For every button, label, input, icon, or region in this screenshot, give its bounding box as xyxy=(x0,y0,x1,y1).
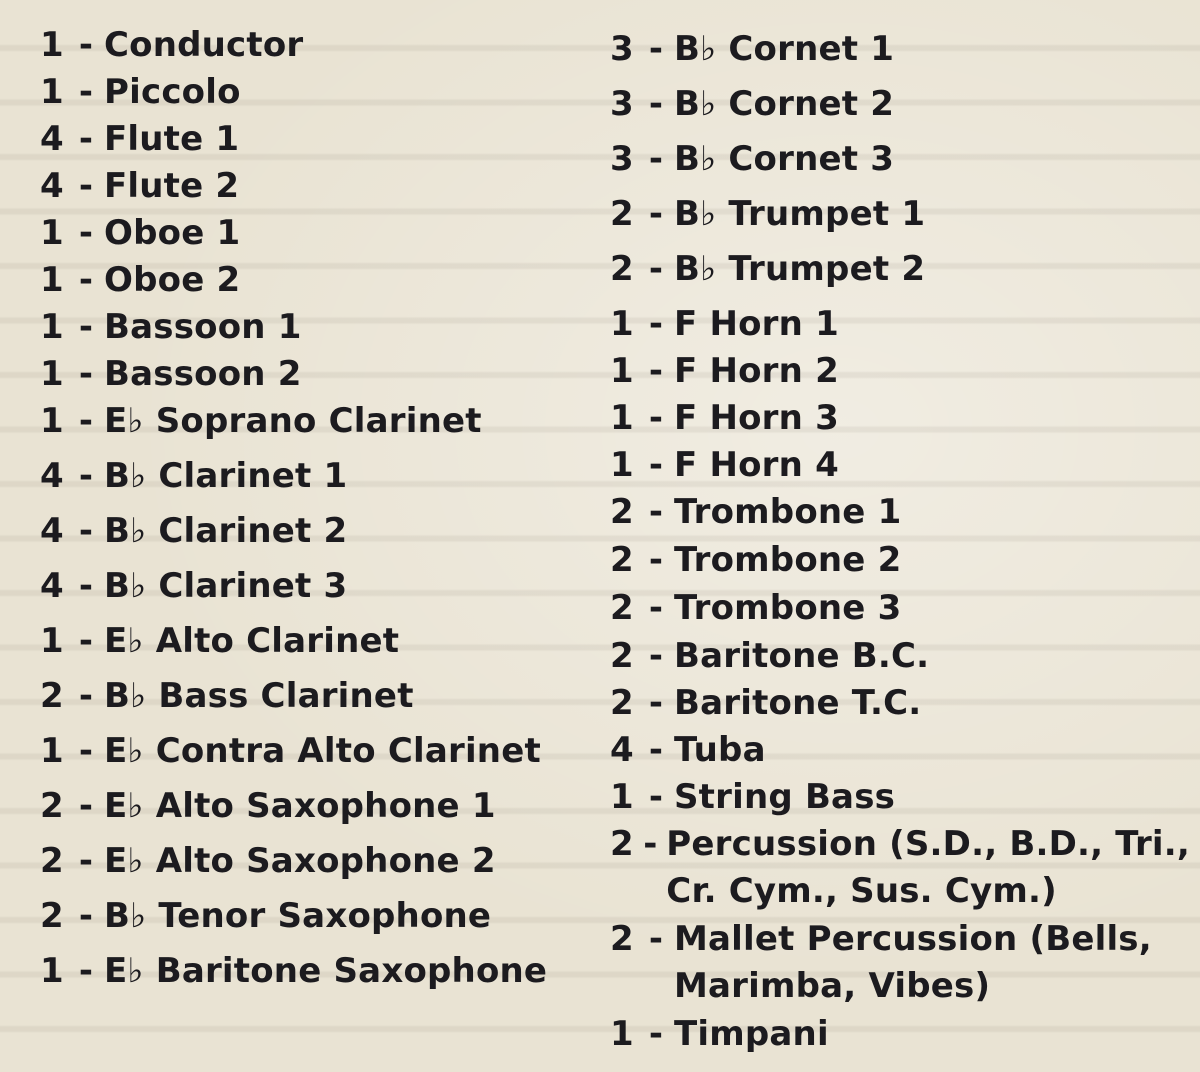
separator-dash: - xyxy=(648,540,664,580)
part-count: 1 xyxy=(40,72,64,112)
part-count: 1 xyxy=(610,445,634,485)
instrument-name-block xyxy=(674,916,1152,1010)
instrument-row xyxy=(610,633,1190,680)
instrument-name: Oboe 2 xyxy=(104,260,241,300)
separator-dash: - xyxy=(648,139,664,179)
instrument-row xyxy=(610,246,1190,301)
instrument-name-block xyxy=(104,257,240,304)
separator-dash: - xyxy=(648,29,664,69)
instrument-name-block xyxy=(674,680,921,727)
instrument-name: B♭ Tenor Saxophone xyxy=(104,896,492,936)
instrument-name: E♭ Alto Saxophone 1 xyxy=(104,786,496,826)
part-count: 2 xyxy=(610,636,634,676)
instrument-row xyxy=(40,351,600,398)
part-count: 1 xyxy=(40,354,64,394)
separator-dash: - xyxy=(78,786,94,826)
instrument-name: String Bass xyxy=(674,777,896,817)
instrument-name-block xyxy=(104,563,347,610)
instrument-row xyxy=(40,398,600,453)
instrument-name-block xyxy=(104,22,303,69)
part-count: 2 xyxy=(610,824,634,864)
instrument-name-block xyxy=(674,191,925,238)
separator-dash: - xyxy=(78,401,94,441)
separator-dash: - xyxy=(78,511,94,551)
instrument-list-left xyxy=(40,22,600,1003)
instrument-name-block xyxy=(104,163,239,210)
instrument-name: Conductor xyxy=(104,25,304,65)
instrument-name: Percussion (S.D., B.D., Tri., xyxy=(666,824,1190,864)
instrument-name-block xyxy=(674,727,766,774)
instrument-name-block xyxy=(104,948,547,995)
instrument-name: B♭ Trumpet 1 xyxy=(674,194,926,234)
instrument-row xyxy=(40,618,600,673)
instrument-name-block xyxy=(104,398,482,445)
instrument-row xyxy=(40,116,600,163)
instrument-row xyxy=(610,821,1190,916)
instrument-row xyxy=(40,673,600,728)
part-count: 1 xyxy=(610,398,634,438)
instrument-name-block xyxy=(674,774,895,821)
instrument-name: Bassoon 2 xyxy=(104,354,302,394)
instrument-name-block xyxy=(104,508,347,555)
instrument-name: Mallet Percussion (Bells, xyxy=(674,919,1152,959)
part-count: 4 xyxy=(40,511,64,551)
part-count: 2 xyxy=(40,786,64,826)
instrument-name: Piccolo xyxy=(104,72,241,112)
instrument-row xyxy=(40,257,600,304)
instrument-name: Trombone 1 xyxy=(674,492,902,532)
instrument-name: Bassoon 1 xyxy=(104,307,302,347)
part-count: 1 xyxy=(40,621,64,661)
instrument-row xyxy=(40,163,600,210)
separator-dash: - xyxy=(78,213,94,253)
separator-dash: - xyxy=(78,621,94,661)
instrument-row xyxy=(610,301,1190,348)
instrument-name-block xyxy=(104,893,491,940)
instrument-row xyxy=(610,585,1190,633)
separator-dash: - xyxy=(648,1014,664,1054)
instrument-name: F Horn 1 xyxy=(674,304,839,344)
instrument-name-block xyxy=(104,838,496,885)
instrument-name: Oboe 1 xyxy=(104,213,241,253)
instrument-row xyxy=(610,489,1190,537)
instrument-row xyxy=(40,838,600,893)
instrument-row xyxy=(40,69,600,116)
part-count: 1 xyxy=(40,951,64,991)
instrument-row xyxy=(610,395,1190,442)
part-count: 2 xyxy=(610,249,634,289)
instrument-name-block xyxy=(674,537,901,584)
instrument-row xyxy=(610,916,1190,1011)
separator-dash: - xyxy=(78,354,94,394)
separator-dash: - xyxy=(643,824,658,864)
part-count: 2 xyxy=(40,841,64,881)
separator-dash: - xyxy=(648,730,664,770)
instrument-name-block xyxy=(104,673,414,720)
part-count: 4 xyxy=(40,456,64,496)
instrument-name: B♭ Clarinet 3 xyxy=(104,566,348,606)
instrument-row xyxy=(40,783,600,838)
instrument-name-continued: Marimba, Vibes) xyxy=(674,966,991,1006)
separator-dash: - xyxy=(78,260,94,300)
instrument-name: Baritone B.C. xyxy=(674,636,930,676)
instrument-row xyxy=(40,22,600,69)
instrument-row xyxy=(610,191,1190,246)
part-count: 4 xyxy=(40,119,64,159)
part-count: 2 xyxy=(610,683,634,723)
part-count: 2 xyxy=(610,588,634,628)
instrument-name-block xyxy=(104,116,239,163)
instrument-name: Baritone T.C. xyxy=(674,683,922,723)
instrument-name-block xyxy=(674,442,839,489)
separator-dash: - xyxy=(648,351,664,391)
instrument-name: F Horn 4 xyxy=(674,445,839,485)
part-count: 1 xyxy=(610,351,634,391)
instrument-name: E♭ Soprano Clarinet xyxy=(104,401,482,441)
instrument-name-block xyxy=(674,81,894,128)
part-count: 3 xyxy=(610,139,634,179)
part-count: 3 xyxy=(610,29,634,69)
instrument-name-block xyxy=(674,585,901,632)
part-count: 2 xyxy=(610,194,634,234)
instrument-name: B♭ Cornet 1 xyxy=(674,29,895,69)
instrument-row xyxy=(40,948,600,1003)
part-count: 1 xyxy=(40,307,64,347)
separator-dash: - xyxy=(648,445,664,485)
separator-dash: - xyxy=(648,84,664,124)
part-count: 1 xyxy=(40,213,64,253)
separator-dash: - xyxy=(648,492,664,532)
separator-dash: - xyxy=(648,919,664,959)
instrument-name-block xyxy=(104,728,541,775)
instrument-name-block xyxy=(104,69,241,116)
part-count: 4 xyxy=(610,730,634,770)
separator-dash: - xyxy=(78,841,94,881)
instrument-row xyxy=(40,453,600,508)
separator-dash: - xyxy=(648,588,664,628)
instrument-name-block xyxy=(674,395,839,442)
instrument-name-block xyxy=(674,489,901,536)
instrument-name: Flute 2 xyxy=(104,166,240,206)
instrument-name: B♭ Cornet 3 xyxy=(674,139,895,179)
separator-dash: - xyxy=(78,896,94,936)
instrument-name: Trombone 3 xyxy=(674,588,902,628)
instrument-name-block xyxy=(104,783,496,830)
separator-dash: - xyxy=(648,777,664,817)
instrument-row xyxy=(610,727,1190,774)
part-count: 2 xyxy=(610,540,634,580)
part-count: 2 xyxy=(40,896,64,936)
instrument-name: B♭ Trumpet 2 xyxy=(674,249,926,289)
instrument-row xyxy=(610,81,1190,136)
part-count: 1 xyxy=(40,401,64,441)
part-count: 1 xyxy=(610,777,634,817)
instrument-row xyxy=(40,210,600,257)
part-count: 4 xyxy=(40,166,64,206)
instrument-name: Tuba xyxy=(674,730,766,770)
separator-dash: - xyxy=(78,566,94,606)
instrument-row xyxy=(610,136,1190,191)
instrument-name-block xyxy=(104,351,302,398)
instrument-name: E♭ Alto Saxophone 2 xyxy=(104,841,496,881)
part-count: 2 xyxy=(40,676,64,716)
instrument-row xyxy=(610,537,1190,585)
instrument-row xyxy=(610,348,1190,395)
instrument-name: E♭ Baritone Saxophone xyxy=(104,951,548,991)
instrument-row xyxy=(40,563,600,618)
part-count: 2 xyxy=(610,492,634,532)
separator-dash: - xyxy=(78,25,94,65)
separator-dash: - xyxy=(648,636,664,676)
separator-dash: - xyxy=(78,72,94,112)
instrument-name-block xyxy=(674,301,839,348)
part-count: 1 xyxy=(610,304,634,344)
instrument-name-block xyxy=(104,453,347,500)
instrument-name-block xyxy=(674,1011,829,1058)
separator-dash: - xyxy=(78,951,94,991)
instrument-row xyxy=(40,728,600,783)
instrument-name: Flute 1 xyxy=(104,119,240,159)
instrument-name-block xyxy=(674,348,839,395)
part-count: 2 xyxy=(610,919,634,959)
instrument-name: B♭ Clarinet 1 xyxy=(104,456,348,496)
separator-dash: - xyxy=(78,119,94,159)
instrument-name: B♭ Bass Clarinet xyxy=(104,676,414,716)
instrument-row xyxy=(610,1011,1190,1058)
part-count: 1 xyxy=(610,1014,634,1054)
instrument-row xyxy=(610,680,1190,727)
instrument-name: B♭ Clarinet 2 xyxy=(104,511,348,551)
part-count: 3 xyxy=(610,84,634,124)
instrument-name-block xyxy=(674,633,929,680)
instrument-name: Timpani xyxy=(674,1014,829,1054)
instrument-name: F Horn 2 xyxy=(674,351,839,391)
instrument-name: F Horn 3 xyxy=(674,398,839,438)
instrument-name-block xyxy=(674,246,925,293)
part-count: 1 xyxy=(40,25,64,65)
instrument-row xyxy=(40,304,600,351)
separator-dash: - xyxy=(78,166,94,206)
instrument-row xyxy=(610,774,1190,821)
instrument-name-continued: Cr. Cym., Sus. Cym.) xyxy=(666,871,1057,911)
separator-dash: - xyxy=(648,304,664,344)
separator-dash: - xyxy=(78,456,94,496)
instrument-row xyxy=(610,442,1190,489)
instrument-name-block xyxy=(674,136,894,183)
instrument-row xyxy=(40,893,600,948)
separator-dash: - xyxy=(648,249,664,289)
instrument-name-block xyxy=(674,26,894,73)
part-count: 1 xyxy=(40,731,64,771)
instrument-row xyxy=(610,26,1190,81)
separator-dash: - xyxy=(648,398,664,438)
separator-dash: - xyxy=(78,731,94,771)
instrument-name: E♭ Contra Alto Clarinet xyxy=(104,731,541,771)
instrument-row xyxy=(40,508,600,563)
part-count: 4 xyxy=(40,566,64,606)
instrument-list-right xyxy=(610,26,1190,1058)
instrument-name-block xyxy=(104,304,302,351)
instrument-name-block xyxy=(666,821,1190,915)
instrument-name-block xyxy=(104,210,240,257)
instrument-name: E♭ Alto Clarinet xyxy=(104,621,400,661)
instrument-name: B♭ Cornet 2 xyxy=(674,84,895,124)
separator-dash: - xyxy=(78,307,94,347)
separator-dash: - xyxy=(648,683,664,723)
instrument-name: Trombone 2 xyxy=(674,540,902,580)
separator-dash: - xyxy=(648,194,664,234)
instrument-name-block xyxy=(104,618,399,665)
part-count: 1 xyxy=(40,260,64,300)
separator-dash: - xyxy=(78,676,94,716)
